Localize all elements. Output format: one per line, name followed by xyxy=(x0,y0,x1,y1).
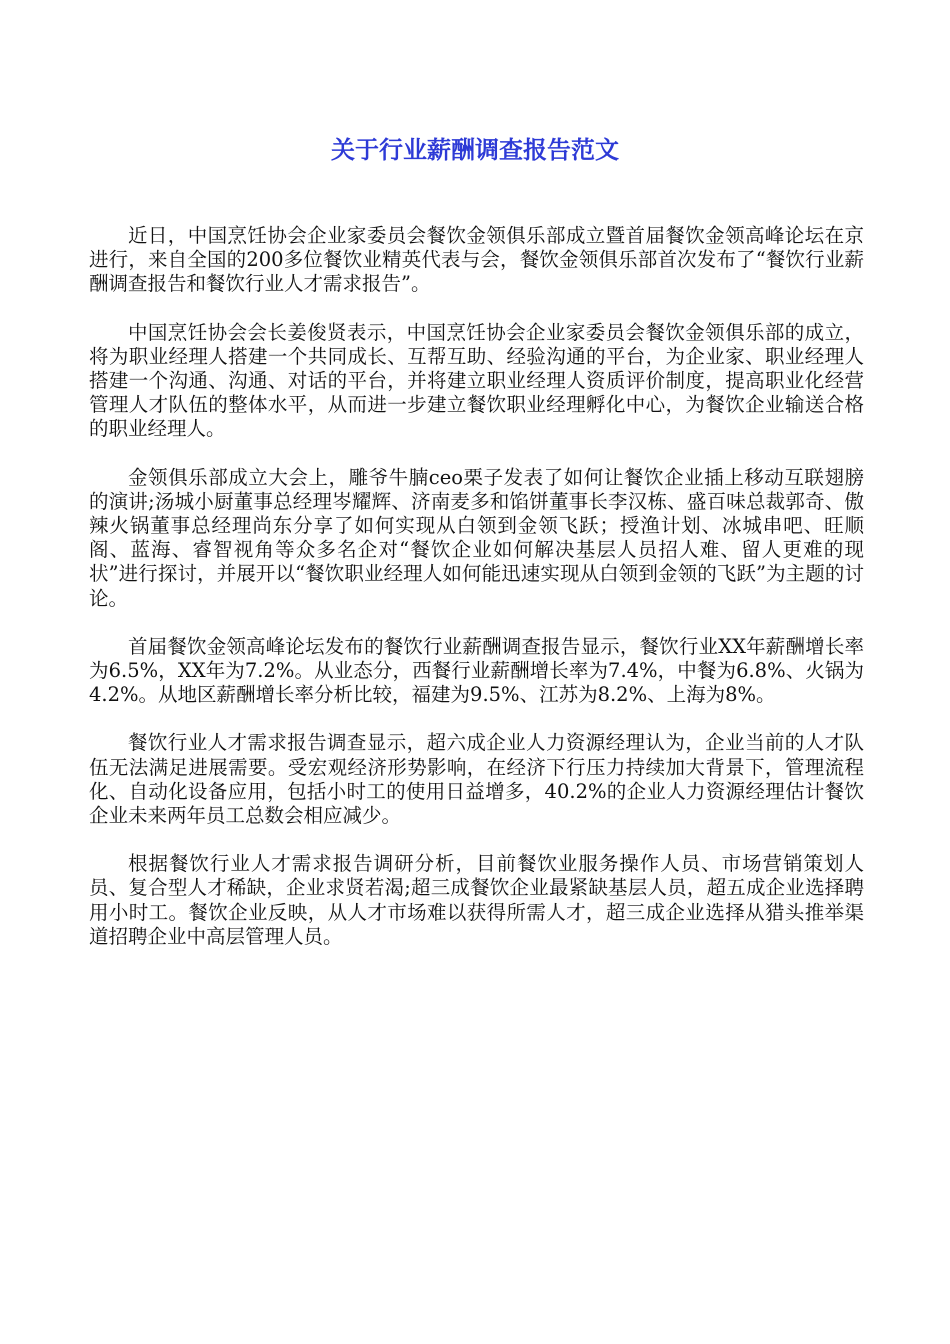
document-body xyxy=(89,224,864,973)
paragraph: 根据餐饮行业人才需求报告调研分析，目前餐饮业服务操作人员、市场营销策划人员、复合型人才稀缺，企业求贤若渴;超三成餐饮企业最紧缺基层人员，超五成企业选择聘用小时工。餐饮企业反映，从人才市场难以获得所需人才，超三成企业选择从猎头推举渠道招聘企业中高层管理人员。 xyxy=(89,852,864,948)
paragraph: 首届餐饮金领高峰论坛发布的餐饮行业薪酬调查报告显示，餐饮行业XX年薪酬增长率为6.5%，XX年为7.2%。从业态分，西餐行业薪酬增长率为7.4%，中餐为6.8%、火锅为4.2%。从地区薪酬增长率分析比较，福建为9.5%、江苏为8.2%、上海为8%。 xyxy=(89,634,864,707)
paragraph: 中国烹饪协会会长姜俊贤表示，中国烹饪协会企业家委员会餐饮金领俱乐部的成立，将为职业经理人搭建一个共同成长、互帮互助、经验沟通的平台，为企业家、职业经理人搭建一个沟通、沟通、对话的平台，并将建立职业经理人资质评价制度，提高职业化经营管理人才队伍的整体水平，从而进一步建立餐饮职业经理孵化中心，为餐饮企业输送合格的职业经理人。 xyxy=(89,320,864,441)
document-title: 关于行业薪酬调查报告范文 xyxy=(331,136,619,164)
paragraph: 近日，中国烹饪协会企业家委员会餐饮金领俱乐部成立暨首届餐饮金领高峰论坛在京进行，来自全国的200多位餐饮业精英代表与会，餐饮金领俱乐部首次发布了“餐饮行业薪酬调查报告和餐饮行业人才需求报告”。 xyxy=(89,224,864,296)
paragraph: 金领俱乐部成立大会上，雕爷牛腩ceo栗子发表了如何让餐饮企业插上移动互联翅膀的演讲;汤城小厨董事总经理岑耀辉、济南麦多和馅饼董事长李汉栋、盛百味总裁郭奇、傲辣火锅董事总经理尚东分享了如何实现从白领到金领飞跃；授渔计划、冰城串吧、旺顺阁、蓝海、睿智视角等众多名企对“餐饮企业如何解决基层人员招人难、留人更难的现状”进行探讨，并展开以“餐饮职业经理人如何能迅速实现从白领到金领的飞跃”为主题的讨论。 xyxy=(89,465,864,610)
paragraph: 餐饮行业人才需求报告调查显示，超六成企业人力资源经理认为，企业当前的人才队伍无法满足进展需要。受宏观经济形势影响，在经济下行压力持续加大背景下，管理流程化、自动化设备应用，包括小时工的使用日益增多，40.2%的企业人力资源经理估计餐饮企业未来两年员工总数会相应减少。 xyxy=(89,731,864,828)
